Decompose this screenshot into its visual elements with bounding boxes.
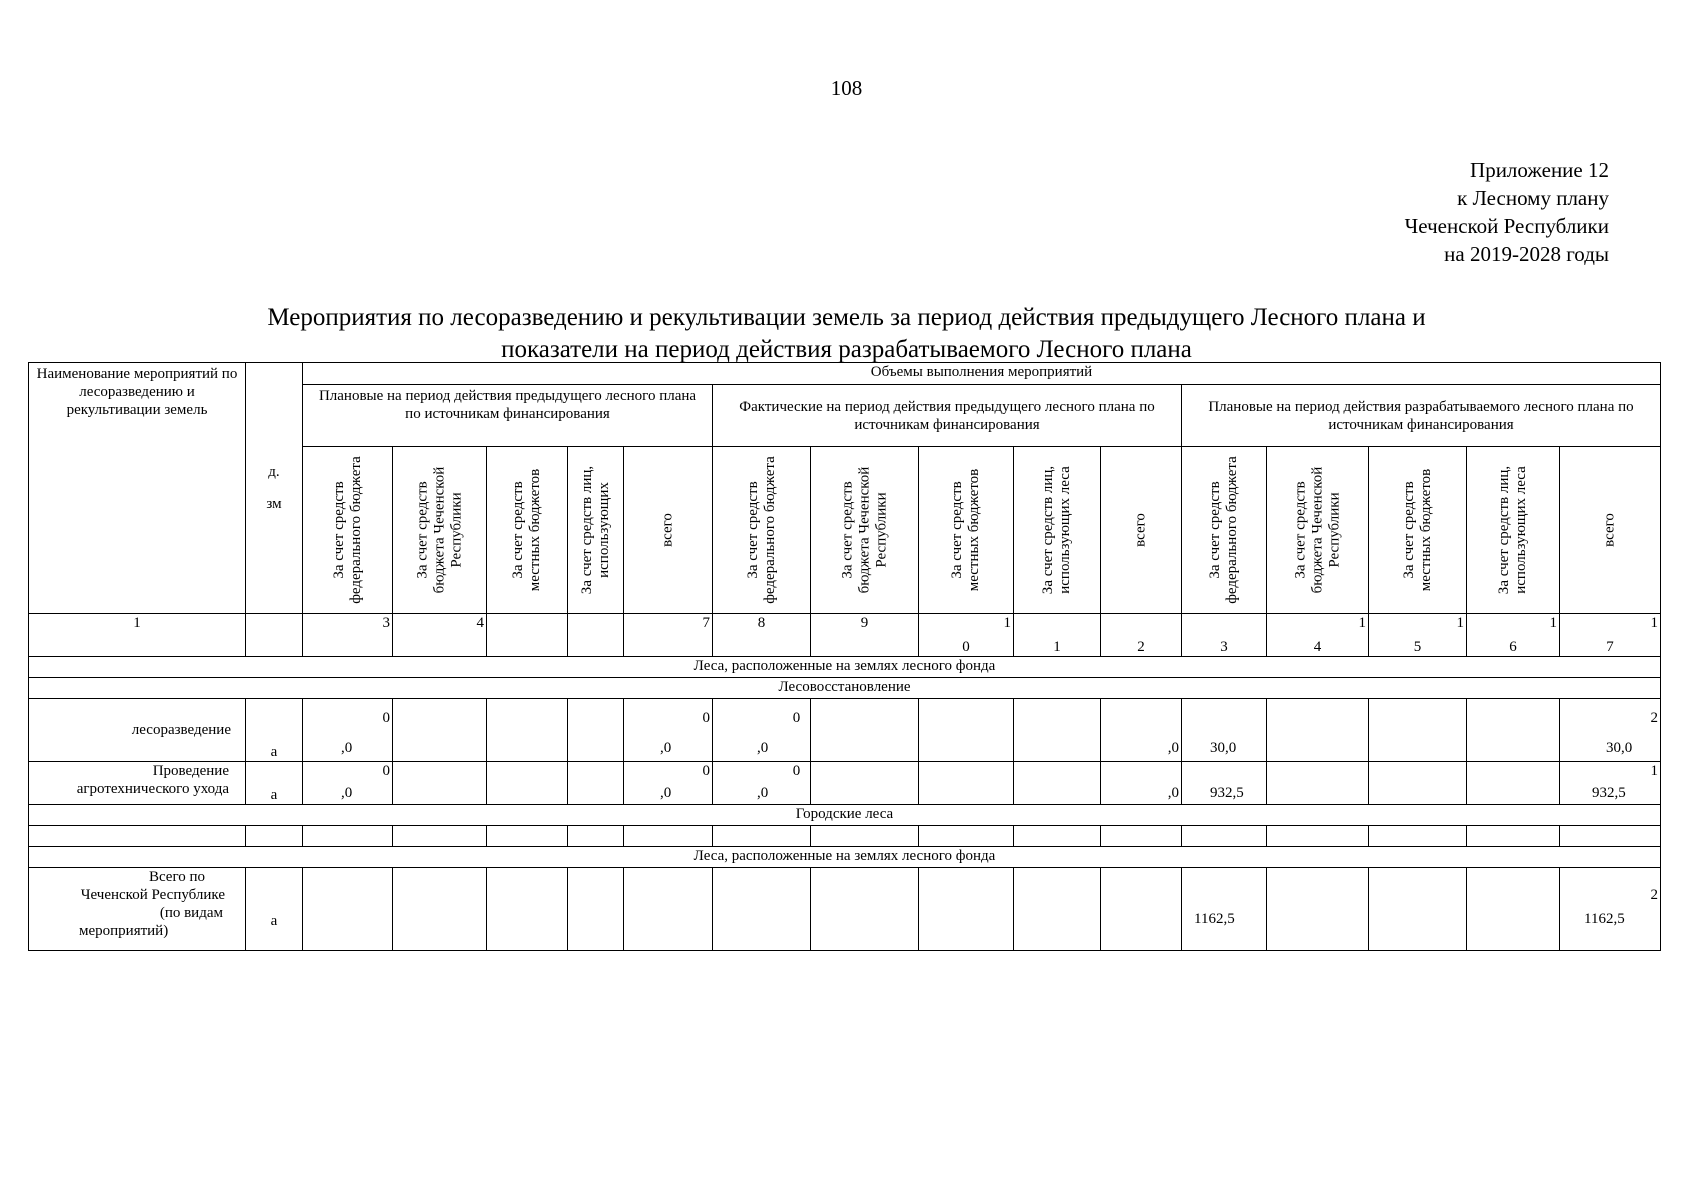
header-g2-local-text: За счет средств местных бюджетов (949, 468, 982, 592)
row-afforestation-unit: а (246, 699, 303, 762)
total-name-line-2: Чеченской Республике (80, 887, 225, 903)
row-afforestation-g2-total (1101, 699, 1182, 762)
row-afforestation-g2-regional (811, 699, 919, 762)
title-line-2: показатели на период действия разрабатываемого Лесного плана (501, 336, 1192, 363)
appendix-line-2: к Лесному плану (1457, 186, 1609, 210)
row-agrotech-g2-local (919, 762, 1014, 805)
row-agrotech-g2-users (1014, 762, 1101, 805)
header-g3-federal-text: За счет средств федерального бюджета (1207, 456, 1240, 604)
row-total-g2-users (1014, 868, 1101, 951)
row-total-g2-total (1101, 868, 1182, 951)
section-reforestation: Лесовосстановление (29, 678, 1661, 699)
document-title (0, 302, 1693, 366)
header-name-column: Наименование мероприятий по лесоразведению и рекультивации земель (29, 363, 246, 614)
colnum-15-top: 1 (1456, 615, 1464, 631)
g2-federal-top: 0 (792, 710, 801, 726)
empty-cell (919, 826, 1014, 847)
colnum-2 (246, 614, 303, 657)
header-volumes: Объемы выполнения мероприятий (303, 363, 1661, 385)
empty-cell (1014, 826, 1101, 847)
row-total-g1-regional (393, 868, 487, 951)
section-city-forests: Городские леса (29, 805, 1661, 826)
row-total-g2-federal (713, 868, 811, 951)
empty-cell (29, 826, 246, 847)
colnum-9: 9 (811, 614, 919, 657)
g3-total-top: 2 (1650, 710, 1658, 726)
appendix-line-3: Чеченской Республики (1404, 214, 1609, 238)
header-g1-regional-text: За счет средств бюджета Чеченской Республики (414, 466, 464, 594)
appendix-line-1: Приложение 12 (1470, 158, 1609, 182)
empty-cell (303, 826, 393, 847)
colnum-6 (568, 614, 624, 657)
header-g2-regional-text: За счет средств бюджета Чеченской Республики (839, 466, 889, 594)
colnum-5 (487, 614, 568, 657)
g3-federal-bottom: 932,5 (1210, 785, 1244, 801)
g3-total-bottom: 932,5 (1592, 785, 1626, 801)
colnum-16-bottom: 6 (1509, 639, 1517, 655)
row-afforestation-g3-users (1467, 699, 1560, 762)
header-g3-regional-text: За счет средств бюджета Чеченской Республики (1292, 466, 1342, 594)
header-g1-federal (303, 447, 393, 614)
row-agrotech-g3-total (1560, 762, 1661, 805)
empty-cell (713, 826, 811, 847)
row-agrotech-g3-regional (1267, 762, 1369, 805)
empty-cell (246, 826, 303, 847)
colnum-10 (919, 614, 1014, 657)
row-total-g1-local (487, 868, 568, 951)
row-total-g3-total (1560, 868, 1661, 951)
row-afforestation-g1-local (487, 699, 568, 762)
g1-total-top: 0 (702, 710, 710, 726)
row-agrotech-g3-federal (1182, 762, 1267, 805)
g3-total-top: 1 (1650, 763, 1658, 779)
g1-total-top: 0 (702, 763, 710, 779)
row-agrotech-g1-regional (393, 762, 487, 805)
row-total-g2-regional (811, 868, 919, 951)
row-afforestation-g2-users (1014, 699, 1101, 762)
row-afforestation-g3-total (1560, 699, 1661, 762)
colnum-15 (1369, 614, 1467, 657)
g2-total-bottom: ,0 (1167, 740, 1179, 756)
header-g3-users-text: За счет средств лиц, использующих леса (1496, 465, 1529, 595)
row-agrotech-name (29, 762, 246, 805)
row-total-g1-users (568, 868, 624, 951)
row-afforestation-g1-federal (303, 699, 393, 762)
empty-cell (1101, 826, 1182, 847)
header-g3-total (1560, 447, 1661, 614)
appendix-reference (1405, 156, 1609, 268)
colnum-15-bottom: 5 (1413, 639, 1422, 655)
row-agrotech-g1-users (568, 762, 624, 805)
empty-cell (624, 826, 713, 847)
colnum-3: 3 (303, 614, 393, 657)
header-g3-regional (1267, 447, 1369, 614)
header-g2-federal (713, 447, 811, 614)
header-g2-users-text: За счет средств лиц, использующих леса (1040, 465, 1073, 595)
colnum-12-bottom: 2 (1137, 639, 1145, 655)
row-agrotech-g2-federal (713, 762, 811, 805)
row-total-unit: а (246, 868, 303, 951)
header-group-planned-new: Плановые на период действия разрабатываемого лесного плана по источникам финансирования (1182, 385, 1661, 447)
header-g2-local (919, 447, 1014, 614)
row-total-g3-federal (1182, 868, 1267, 951)
column-numbers-row (29, 614, 1661, 657)
colnum-16-top: 1 (1549, 615, 1557, 631)
unit-label-top: д. (268, 464, 280, 480)
row-afforestation-g3-regional (1267, 699, 1369, 762)
header-g2-regional (811, 447, 919, 614)
row-agrotech-g1-federal (303, 762, 393, 805)
colnum-7: 7 (624, 614, 713, 657)
row-total-g3-local (1369, 868, 1467, 951)
table-row-agrotech (29, 762, 1661, 805)
colnum-17-bottom: 7 (1606, 639, 1614, 655)
row-total-g2-local (919, 868, 1014, 951)
header-g1-users-text: За счет средств лиц, использующих (578, 465, 612, 595)
g1-total-bottom: ,0 (660, 740, 672, 756)
title-line-1: Мероприятия по лесоразведению и рекультивации земель за период действия предыдущего Лесного плана и (267, 304, 1426, 331)
row-agrotech-unit: а (246, 762, 303, 805)
header-g2-users (1014, 447, 1101, 614)
colnum-11-bottom: 1 (1053, 639, 1061, 655)
row-agrotech-g1-local (487, 762, 568, 805)
table-row-afforestation (29, 699, 1661, 762)
empty-cell (487, 826, 568, 847)
header-g2-total-text: всего (1132, 513, 1149, 547)
row-afforestation-g3-federal (1182, 699, 1267, 762)
header-g3-local (1369, 447, 1467, 614)
g3-federal-bottom: 30,0 (1210, 740, 1237, 756)
header-g2-federal-text: За счет средств федерального бюджета (744, 456, 778, 604)
header-g3-total-text: всего (1601, 513, 1618, 547)
table-row-empty (29, 826, 1661, 847)
row-total-g3-users (1467, 868, 1560, 951)
empty-cell (1267, 826, 1369, 847)
row-afforestation-g2-local (919, 699, 1014, 762)
row-afforestation-g1-regional (393, 699, 487, 762)
appendix-line-4: на 2019-2028 годы (1444, 242, 1609, 266)
empty-cell (568, 826, 624, 847)
section-forest-fund: Леса, расположенные на землях лесного фонда (29, 657, 1661, 678)
g3-total-bottom: 1162,5 (1584, 911, 1625, 927)
colnum-16 (1467, 614, 1560, 657)
g2-federal-top: 0 (792, 763, 801, 779)
agrotech-name-line-1: Проведение (152, 763, 229, 779)
row-afforestation-g1-users (568, 699, 624, 762)
g1-federal-top: 0 (382, 763, 390, 779)
row-total-g3-regional (1267, 868, 1369, 951)
row-agrotech-g2-regional (811, 762, 919, 805)
empty-cell (811, 826, 919, 847)
colnum-4: 4 (393, 614, 487, 657)
g1-federal-top: 0 (382, 710, 390, 726)
colnum-17-top: 1 (1650, 615, 1658, 631)
colnum-8: 8 (713, 614, 811, 657)
empty-cell (393, 826, 487, 847)
colnum-1: 1 (29, 614, 246, 657)
row-total-g1-total (624, 868, 713, 951)
g3-total-bottom: 30,0 (1606, 740, 1633, 756)
row-afforestation-g2-federal (713, 699, 811, 762)
row-afforestation-g3-local (1369, 699, 1467, 762)
header-g1-total (624, 447, 713, 614)
row-agrotech-g2-total (1101, 762, 1182, 805)
measures-table (28, 362, 1661, 951)
colnum-14 (1267, 614, 1369, 657)
row-agrotech-g3-local (1369, 762, 1467, 805)
g2-federal-bottom: ,0 (757, 740, 769, 756)
header-g1-regional (393, 447, 487, 614)
colnum-12 (1101, 614, 1182, 657)
header-unit-column (246, 363, 303, 614)
header-g3-local-text: За счет средств местных бюджетов (1400, 468, 1434, 592)
empty-cell (1182, 826, 1267, 847)
header-g1-federal-text: За счет средств федерального бюджета (330, 456, 364, 604)
g1-federal-bottom: ,0 (341, 740, 353, 756)
colnum-14-bottom: 4 (1313, 639, 1322, 655)
empty-cell (1467, 826, 1560, 847)
row-total-g1-federal (303, 868, 393, 951)
g1-total-bottom: ,0 (660, 785, 672, 801)
unit-label-bottom: зм (266, 496, 282, 512)
header-g1-total-text: всего (659, 513, 676, 547)
header-g1-local (487, 447, 568, 614)
row-afforestation-name: лесоразведение (29, 699, 246, 762)
header-group-planned-previous: Плановые на период действия предыдущего лесного плана по источникам финансирования (303, 385, 713, 447)
g3-federal-bottom: 1162,5 (1194, 911, 1235, 927)
g2-total-bottom: ,0 (1167, 785, 1179, 801)
row-afforestation-g1-total (624, 699, 713, 762)
header-g1-users (568, 447, 624, 614)
agrotech-name-line-2: агротехнического ухода (76, 781, 229, 797)
header-g3-users (1467, 447, 1560, 614)
empty-cell (1369, 826, 1467, 847)
header-g1-local-text: За счет средств местных бюджетов (510, 468, 543, 592)
header-g3-federal (1182, 447, 1267, 614)
row-total-name (29, 868, 246, 951)
g2-federal-bottom: ,0 (757, 785, 769, 801)
table-row-total (29, 868, 1661, 951)
row-agrotech-g3-users (1467, 762, 1560, 805)
colnum-10-bottom: 0 (962, 639, 970, 655)
page-number: 108 (830, 76, 863, 100)
total-name-line-1: Всего по (148, 869, 205, 885)
header-group-actual-previous: Фактические на период действия предыдущего лесного плана по источникам финансирования (713, 385, 1182, 447)
colnum-13-bottom: 3 (1220, 639, 1228, 655)
g3-total-top: 2 (1650, 887, 1658, 903)
header-g2-total (1101, 447, 1182, 614)
empty-cell (1560, 826, 1661, 847)
total-name-line-4: мероприятий) (79, 923, 169, 939)
colnum-13 (1182, 614, 1267, 657)
total-name-line-3: (по видам (159, 905, 223, 921)
colnum-14-top: 1 (1358, 615, 1366, 631)
colnum-11 (1014, 614, 1101, 657)
g1-federal-bottom: ,0 (341, 785, 353, 801)
colnum-17 (1560, 614, 1661, 657)
row-agrotech-g1-total (624, 762, 713, 805)
colnum-10-top: 1 (1003, 615, 1011, 631)
section-forest-fund-2: Леса, расположенные на землях лесного фонда (29, 847, 1661, 868)
